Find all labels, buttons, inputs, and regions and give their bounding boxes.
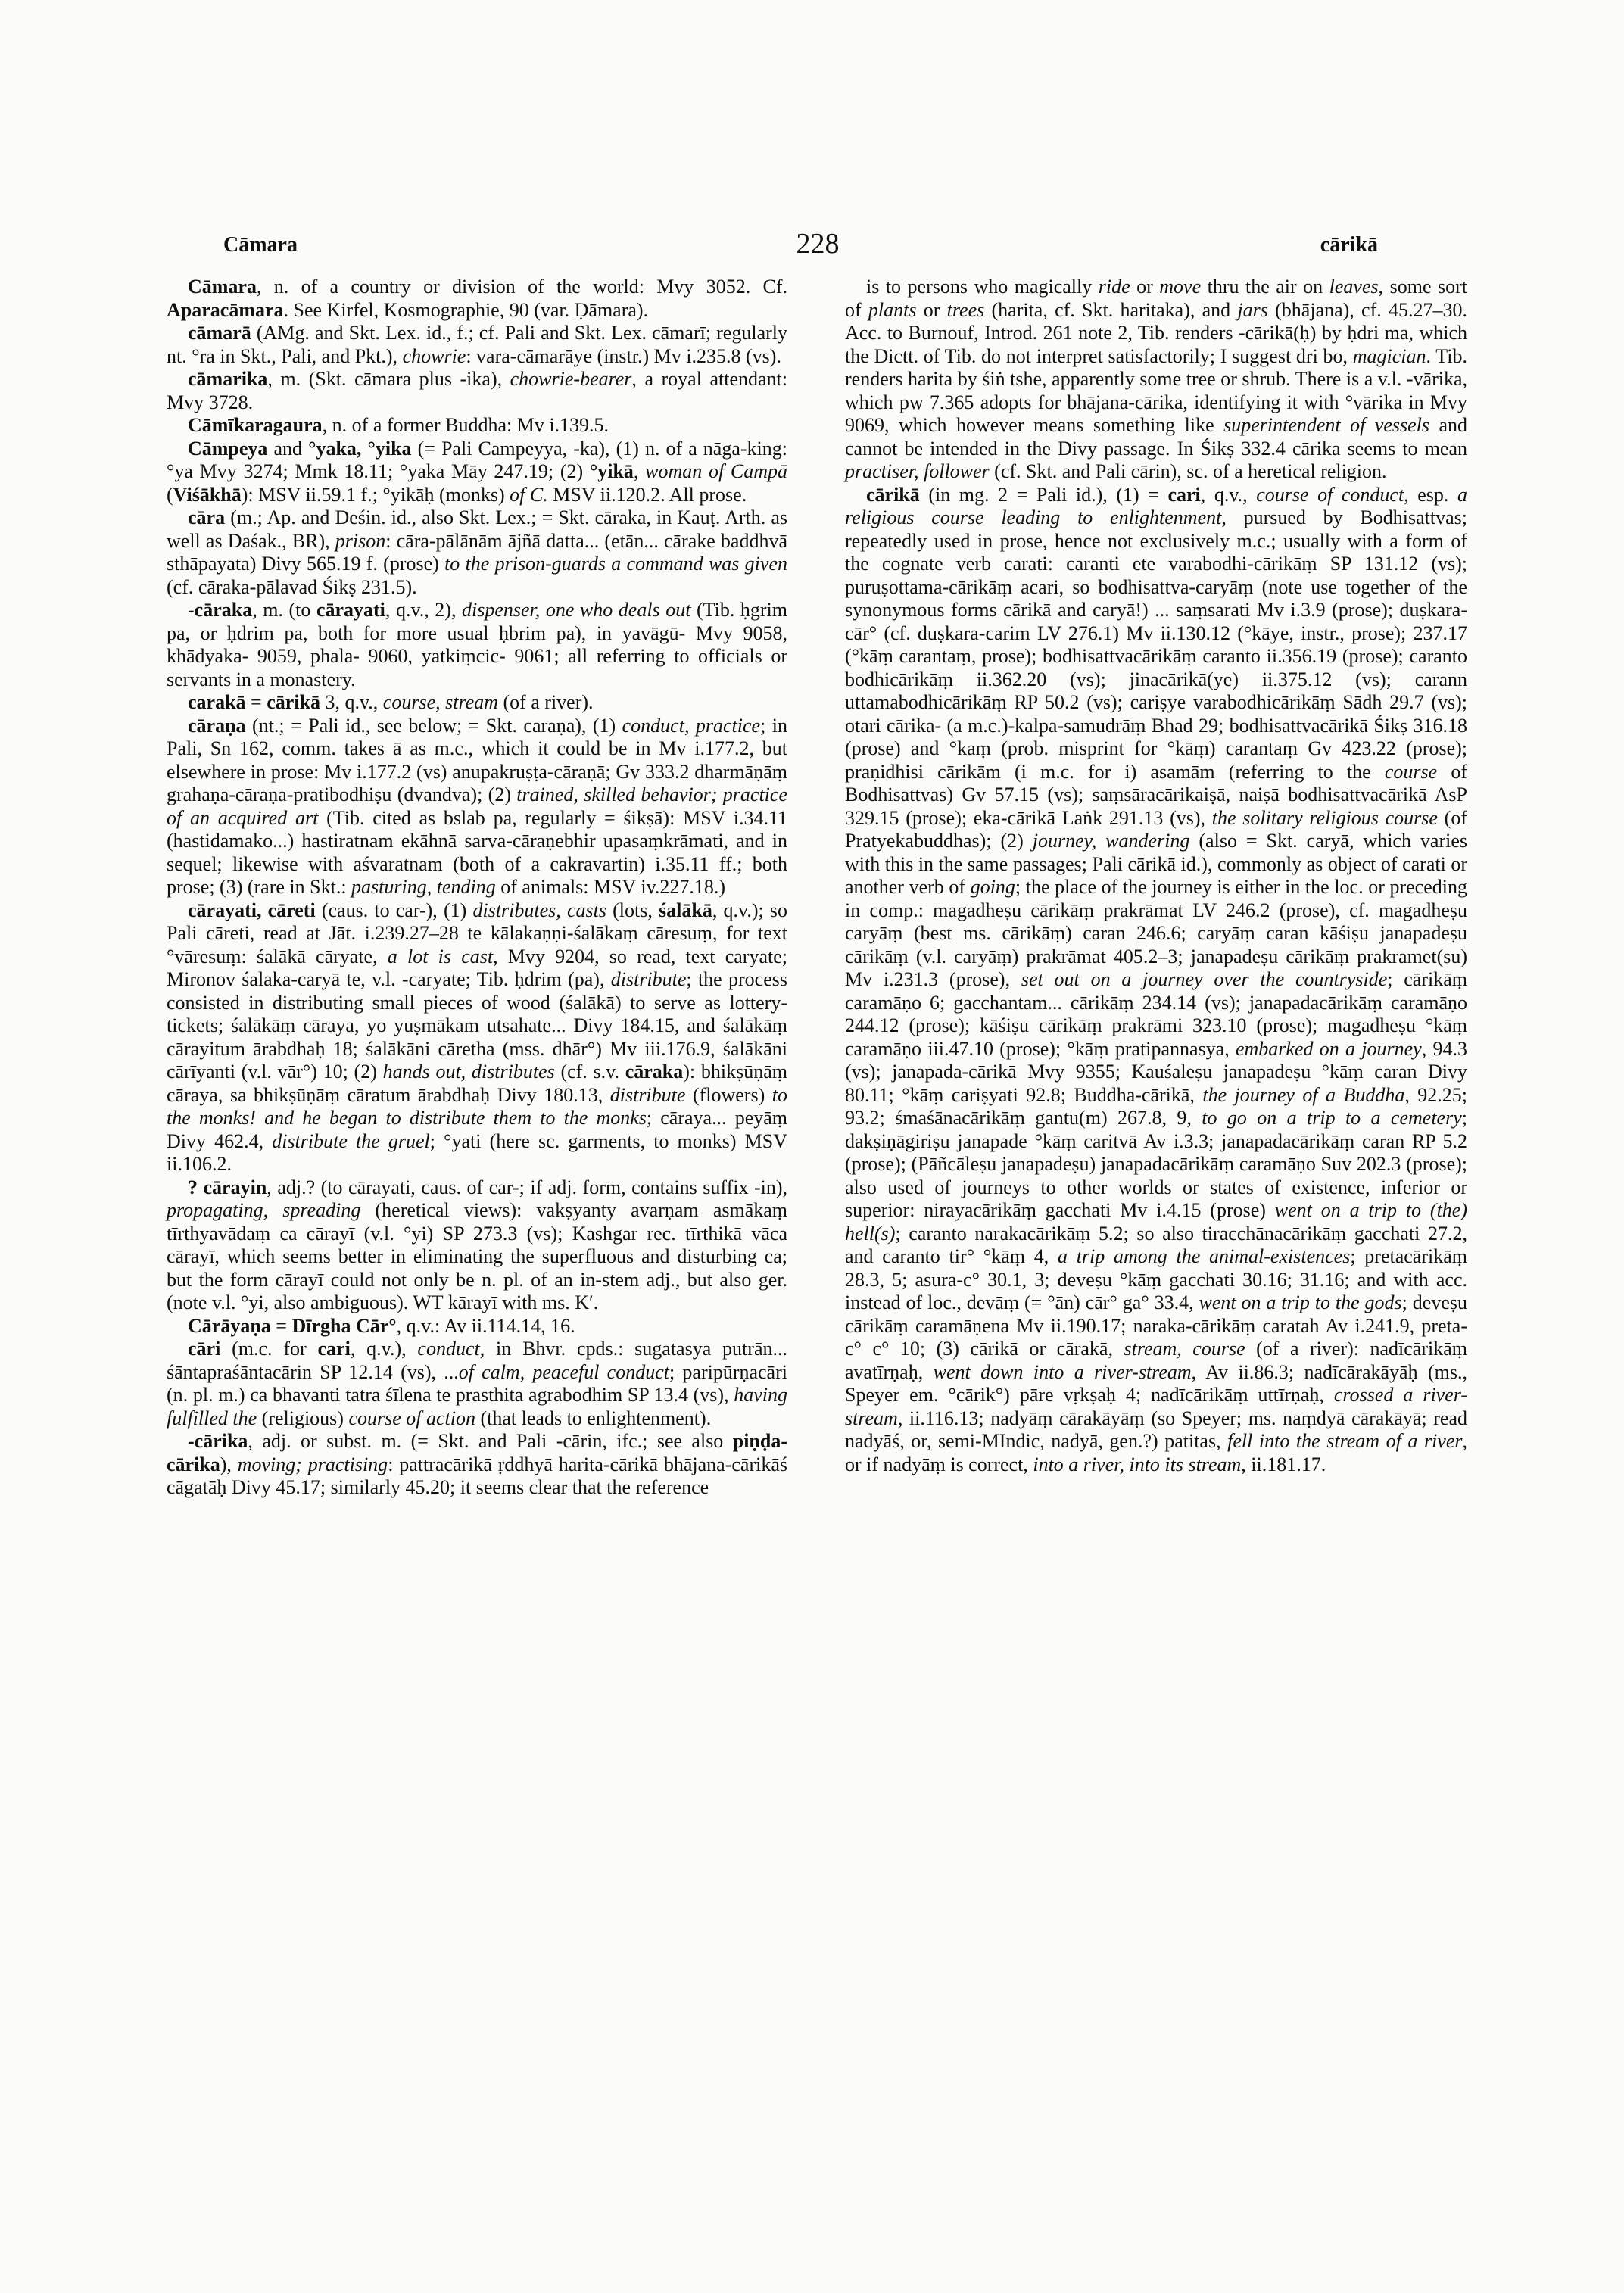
entry-text: (Tib. cited as bslab pa, regularly = śikṣā): MSV i.34.11 (hastidamako...) hastiratnam ekāhnā sarva-cāraṇebhir upasaṃkrāmati, and in sequel; likewise with aśvaratnam (both of a cakravartin) i.35.11 ff.; both prose; (3) (rare in Skt.: bbox=[167, 806, 787, 898]
entry-text: of Bodhisattvas) Gv 57.15 (vs); saṃsāracārikaiṣā, naiṣā bodhisattvacārikā AsP 329.15 (prose); eka-cārikā Laṅk 291.13 (vs), bbox=[845, 760, 1467, 829]
gloss-italic: of C. bbox=[510, 483, 548, 506]
entry-text: ; cārikāṃ caramāṇo 6; gacchantam... cārikāṃ 234.14 (vs); janapadacārikāṃ caramāṇo 244.12 (prose); kāśiṣu cārikāṃ prakrāmi 323.10 (prose); magadheṣu °kāṃ caramāṇo iii.47.10 (prose); °kāṃ pratipannasya, bbox=[845, 968, 1467, 1060]
entry-text: : vara-cāmarāye (instr.) Mv i.235.8 (vs). bbox=[466, 344, 781, 367]
entry-text: ; cāraya... peyāṃ Divy 462.4, bbox=[167, 1107, 787, 1152]
entry-text: . See Kirfel, Kosmographie, 90 (var. Ḍāmara). bbox=[283, 298, 649, 321]
entry-text: , m. (to bbox=[252, 599, 316, 621]
gloss-italic: crossed a river-stream bbox=[845, 1384, 1468, 1429]
headword: cāmarika bbox=[188, 368, 268, 390]
entry-text: : pattracārikā ṛddhyā harita-cārikā bhājana-cārikāś cāgatāḥ Divy 45.17; similarly 45.20; it seems clear that the reference bbox=[167, 1453, 787, 1498]
entry-text: , some sort of bbox=[845, 276, 1467, 321]
entry-text: , Mvy 9204, so read, text caryate; Mironov śalaka-caryā te, v.l. -caryate; Tib. ḥdrim (pa), bbox=[167, 945, 787, 990]
gloss-italic: to the monks! and he began to distribute them to the monks bbox=[167, 1083, 787, 1129]
gloss-italic: move bbox=[1159, 276, 1202, 298]
gloss-italic: hands out, distributes bbox=[382, 1061, 555, 1083]
entry-text: ; in Pali, Sn 162, comm. takes ā as m.c., which it could be in Mv i.177.2, but elsewhere in prose: Mv i.177.2 (vs) anupakruṣṭa-cāraṇā; Gv 333.2 dharmāṇāṃ grahaṇa-cāraṇa-pratibodhiṣu (dvandva); (2) bbox=[167, 714, 787, 805]
entry-text: , n. of a former Buddha: Mv i.139.5. bbox=[322, 414, 609, 436]
headword: cāraka bbox=[625, 1061, 684, 1083]
headword: -cārika bbox=[188, 1430, 248, 1452]
entry-text: ; the place of the journey is either in the loc. or preceding in comp.: magadheṣu cārikāṃ prakrāmat LV 246.2 (prose), cf. magadheṣu caryāṃ (best ms. cārikāṃ) caran 246.6; caryāṃ caran kāśiṣu janapadeṣu cārikāṃ (v.l. caryāṃ) prakrāmat 405.2–3; janapadeṣu cārikāṃ prakramet(su) Mv i.231.3 (prose), bbox=[845, 876, 1467, 990]
entry-text: : cāra-pālānām ājñā datta... (etān... cārake baddhvā sthāpayata) Divy 565.19 f. (prose) bbox=[167, 529, 788, 575]
gloss-italic: dispenser, one who deals out bbox=[462, 599, 691, 621]
entry-text: ): bhikṣūṇāṃ cāraya, sa bhikṣūṇāṃ cāratum ārabdhaḥ Divy 180.13, bbox=[167, 1061, 787, 1106]
entry-text: ; caranto narakacārikāṃ 5.2; so also tiracchānacārikāṃ gacchati 27.2, and caranto tir° °kāṃ 4, bbox=[845, 1222, 1467, 1267]
gloss-italic: magician bbox=[1352, 344, 1426, 367]
entry-text: , ii.181.17. bbox=[1241, 1453, 1326, 1475]
headword: Cāmara bbox=[188, 276, 257, 298]
entry-text: , 94.3 (vs); janapada-cārikā Mvy 9355; Kauśaleṣu janapadeṣu °kāṃ caran Divy 80.11; °kāṃ cariṣyati 92.8; Buddha-cārikā, bbox=[845, 1037, 1467, 1106]
entry-text: ( bbox=[167, 483, 173, 506]
entry-text: (cf. cāraka-pālavad Śikṣ 231.5). bbox=[167, 575, 417, 598]
entry-text: ; dakṣiṇāgiriṣu janapade °kāṃ caritvā Av i.3.3; janapadacārikāṃ caran RP 5.2 (prose); (Pāñcāleṣu janapadeṣu) janapadacārikāṃ caramāṇo Suv 202.3 (prose); also used of journeys to other worlds or states of existence, inferior or superior: nirayacārikāṃ gacchati Mv i.4.15 (prose) bbox=[845, 1107, 1467, 1221]
entry-text: (in mg. 2 = Pali id.), (1) = bbox=[919, 483, 1168, 506]
dictionary-entry bbox=[167, 715, 787, 899]
headword: cari bbox=[317, 1338, 351, 1360]
gloss-italic: went down into a river-stream bbox=[933, 1360, 1192, 1383]
dictionary-entry bbox=[167, 276, 787, 322]
page-header bbox=[167, 227, 1469, 265]
gloss-italic: chowrie-bearer bbox=[510, 368, 632, 390]
headword: cārikā bbox=[866, 483, 920, 506]
entry-text: , adj.? (to cārayati, caus. of car-; if adj. form, contains suffix -in), bbox=[267, 1176, 788, 1198]
gloss-italic: going bbox=[970, 876, 1015, 898]
entry-text: , q.v., 2), bbox=[385, 599, 463, 621]
headword: Cārāyaṇa bbox=[188, 1314, 271, 1337]
entry-text: (caus. to car-), (1) bbox=[315, 899, 473, 921]
entry-text: (also = Skt. caryā, which varies with this in the same passages; Pali cārikā id.), commonly as object of carati or another verb of bbox=[845, 830, 1467, 898]
gloss-italic: trained, skilled behavior; practice of an acquired art bbox=[167, 784, 787, 829]
entry-text: , ii.116.13; nadyāṃ cārakāyāṃ (so Speyer; ms. naṃdyā cārakāyā; read nadyāś, or, semi-MIndic, nadyā, gen.?) patitas, bbox=[845, 1407, 1467, 1452]
entry-text: (cf. Skt. and Pali cārin), sc. of a heretical religion. bbox=[989, 460, 1387, 482]
gloss-italic: pasturing, tending bbox=[351, 876, 496, 898]
headword: Cāmpeya bbox=[188, 437, 268, 460]
entry-text: (harita, cf. Skt. haritaka), and bbox=[984, 298, 1238, 321]
gloss-italic: trees bbox=[946, 298, 985, 321]
headword: cāmarā bbox=[188, 322, 251, 344]
gloss-italic: plants bbox=[868, 298, 917, 321]
dictionary-entry bbox=[167, 506, 787, 599]
dictionary-entry bbox=[167, 1315, 787, 1338]
headword: °yaka, °yika bbox=[308, 437, 412, 460]
entry-text: , bbox=[633, 460, 646, 482]
gloss-italic: stream, course bbox=[1124, 1338, 1245, 1360]
dictionary-entry bbox=[845, 484, 1467, 1477]
gloss-italic: course, stream bbox=[382, 691, 498, 713]
entry-text: (cf. s.v. bbox=[554, 1061, 625, 1083]
headword: -cāraka bbox=[188, 599, 253, 621]
gloss-italic: leaves bbox=[1329, 276, 1379, 298]
entry-text: , a royal attendant: Mvy 3728. bbox=[167, 368, 787, 413]
dictionary-entry bbox=[167, 438, 787, 507]
entry-text: (of a river). bbox=[497, 691, 594, 713]
gloss-italic: jars bbox=[1237, 298, 1268, 321]
entry-text: (religious) bbox=[257, 1407, 349, 1429]
entry-text: , 92.25; 93.2; śmaśānacārikāṃ gantu(m) 267.8, 9, bbox=[845, 1083, 1467, 1129]
entry-text: ; paripūrṇacāri (n. pl. m.) ca bhavanti tatra śīlena te prasthita agrabodhim SP 13.4 (vs), bbox=[167, 1360, 787, 1406]
entry-text: , Av ii.86.3; nadīcārakāyāḥ (ms., Speyer em. °cārik°) pāre vṛkṣaḥ 4; nadīcārikāṃ uttīrṇaḥ, bbox=[845, 1360, 1467, 1406]
gloss-italic: practiser, follower bbox=[845, 460, 990, 482]
headword: carakā bbox=[188, 691, 246, 713]
dictionary-entry bbox=[167, 1338, 787, 1430]
gloss-italic: prison bbox=[335, 529, 386, 552]
headword: cāri bbox=[188, 1338, 221, 1360]
gloss-italic: went on a trip to the gods bbox=[1199, 1291, 1402, 1313]
dictionary-entry bbox=[167, 1430, 787, 1500]
gloss-italic: moving; practising bbox=[237, 1453, 388, 1475]
gloss-italic: distribute bbox=[609, 1083, 686, 1106]
gloss-italic: went on a trip to (the) hell(s) bbox=[845, 1199, 1467, 1245]
entry-text: ; °yati (here sc. garments, to monks) MSV ii.106.2. bbox=[167, 1129, 788, 1175]
entry-text: ; deveṣu cārikāṃ caramāṇena Mv ii.190.17; naraka-cārikāṃ caratah Av i.241.9, preta-c° c° 10; (3) cārikā or cārakā, bbox=[845, 1291, 1467, 1360]
gloss-italic: fell into the stream of a river bbox=[1227, 1430, 1463, 1452]
entry-text: , in Bhvr. cpds.: sugatasya putrān... śāntapraśāntacārin SP 12.14 (vs), ... bbox=[167, 1338, 787, 1383]
gloss-italic: the solitary religious course bbox=[1211, 806, 1438, 829]
entry-text: = bbox=[245, 691, 267, 713]
entry-text: or bbox=[1130, 276, 1160, 298]
entry-text: ; the process consisted in distributing small pieces of wood (śalākā) to serve as lottery-tickets; śalākāṃ cāraya, yo yuṣmākam utsahate... Divy 184.15, and śalākāṃ cārayitum ārabdhaḥ 18; śalākāni cāretha (mss. dhār°) Mv iii.176.9, śalākāni cārīyanti (v.l. vār°) 10; (2) bbox=[167, 968, 787, 1083]
page-number: 228 bbox=[796, 228, 840, 260]
gloss-italic: distribute bbox=[610, 968, 687, 990]
gloss-italic: chowrie bbox=[402, 344, 466, 367]
headword: °yikā bbox=[589, 460, 634, 482]
entry-text: , or if nadyāṃ is correct, bbox=[845, 1430, 1467, 1475]
gloss-italic: of calm, peaceful conduct bbox=[458, 1360, 669, 1383]
headword: ? cārayin bbox=[188, 1176, 267, 1198]
headword: cārayati bbox=[316, 599, 385, 621]
gloss-italic: to the prison-guards a command was given bbox=[444, 553, 787, 575]
entry-text: , q.v.), bbox=[350, 1338, 418, 1360]
gloss-italic: distributes, casts bbox=[472, 899, 606, 921]
entry-text: , adj. or subst. m. (= Skt. and Pali -cārin, ifc.; see also bbox=[248, 1430, 733, 1452]
gloss-italic: course of action bbox=[348, 1407, 475, 1429]
entry-text: or bbox=[916, 298, 947, 321]
gloss-italic: a trip among the animal-existences bbox=[1057, 1245, 1351, 1267]
entry-text: (Tib. ḥgrim pa, or ḥdrim pa, both for more usual ḥbrim pa), in yavāgū- Mvy 9058, khādyaka- 9059, phala- 9060, yatkiṃcic- 9061; all referring to officials or servants in a monastery. bbox=[167, 599, 787, 690]
entry-text: ): MSV ii.59.1 f.; °yikāḥ (monks) bbox=[241, 483, 510, 506]
gloss-italic: to go on a trip to a cemetery bbox=[1202, 1107, 1462, 1129]
entry-text: (flowers) bbox=[685, 1083, 772, 1106]
right-running-head: cārikā bbox=[1320, 233, 1378, 257]
entry-text: ), bbox=[220, 1453, 238, 1475]
entry-text: (lots, bbox=[606, 899, 659, 921]
gloss-italic: conduct bbox=[417, 1338, 480, 1360]
gloss-italic: a lot is cast bbox=[387, 945, 494, 967]
dictionary-entry bbox=[167, 1176, 787, 1315]
headword: Aparacāmara bbox=[167, 298, 284, 321]
headword: śalākā bbox=[659, 899, 712, 921]
headword: cāraṇa bbox=[188, 714, 246, 737]
entry-text: 3, q.v., bbox=[320, 691, 383, 713]
dictionary-entry bbox=[167, 414, 787, 438]
gloss-italic: propagating, spreading bbox=[167, 1199, 361, 1221]
entry-text: is to persons who magically bbox=[866, 276, 1099, 298]
entry-text: , q.v.: Av ii.114.14, 16. bbox=[396, 1314, 575, 1337]
headword: cari bbox=[1167, 483, 1201, 506]
gloss-italic: distribute the gruel bbox=[272, 1129, 430, 1152]
dictionary-entry bbox=[167, 691, 787, 715]
dictionary-entry bbox=[167, 322, 787, 368]
gloss-italic: conduct, practice bbox=[622, 714, 761, 737]
gloss-italic: course bbox=[1384, 760, 1438, 783]
entry-text: , pursued by Bodhisattvas; repeatedly used in prose, hence not exclusively m.c.; usually with a form of the cognate verb carati: caranti ete varabodhi-cārikāṃ SP 131.12 (vs); puruṣottama-cārikāṃ acari, so bodhisattva-caryāṃ (note use together of the synonymous forms cārikā and caryā!) ... saṃsarati Mv i.3.9 (prose); duṣkara-cār° (cf. duṣkara-carim LV 276.1) Mv ii.130.12 (°kāye, instr., prose); 237.17 (°kāṃ carantaṃ, prose); bodhisattvacārikāṃ caranto ii.356.19 (prose); caranto bodhicārikāṃ ii.362.20 (vs); jinacārikā(ye) ii.375.12 (vs); carann uttamabodhicārikāṃ RP 50.2 (vs); cariṣye varabodhicārikāṃ Sādh 29.7 (vs); otari cārika- (a m.c.)-kalpa-samudrāṃ Bhad 29; bodhisattvacārikā Śikṣ 316.18 (prose) and °kaṃ (prob. misprint for °kāṃ) carantaṃ Gv 423.22 (prose); praṇidhisi cārikām (i m.c. for i) asamām (referring to the bbox=[845, 506, 1467, 783]
entry-text: = bbox=[270, 1314, 292, 1337]
entry-text: (AMg. and Skt. Lex. id., f.; cf. Pali and Skt. Lex. cāmarī; regularly nt. °ra in Skt., Pali, and Pkt.), bbox=[167, 322, 787, 367]
entry-text: , q.v.); so Pali cāreti, read at Jāt. i.239.27–28 te kālakaṇṇi-śalākaṃ cāresuṃ, for text °vāresuṃ: śalākā cāryate, bbox=[167, 899, 788, 967]
gloss-italic: woman of Campā bbox=[645, 460, 787, 482]
entry-text: MSV ii.120.2. All prose. bbox=[547, 483, 747, 506]
headword: Viśākhā bbox=[173, 483, 242, 506]
gloss-italic: having fulfilled the bbox=[167, 1384, 787, 1429]
gloss-italic: a religious course leading to enlightenment bbox=[845, 483, 1467, 528]
headword: cāra bbox=[188, 506, 226, 528]
entry-text: thru the air on bbox=[1201, 276, 1329, 298]
headword: Dīrgha Cār° bbox=[291, 1314, 397, 1337]
headword: piṇḍa-cārika bbox=[167, 1430, 787, 1475]
headword: cārayati, cāreti bbox=[188, 899, 316, 921]
headword: cārikā bbox=[267, 691, 320, 713]
entry-text: , m. (Skt. cāmara plus -ika), bbox=[267, 368, 510, 390]
gloss-italic: ride bbox=[1098, 276, 1130, 298]
entry-text: and bbox=[267, 437, 309, 460]
gloss-italic: into a river, into its stream bbox=[1033, 1453, 1242, 1475]
entry-text: (= Pali Campeyya, -ka), (1) n. of a nāga-king: °ya Mvy 3274; Mmk 18.11; °yaka Māy 247.19; (2) bbox=[167, 437, 787, 482]
entry-text: ; pretacārikāṃ 28.3, 5; asura-c° 30.1, 3; deveṣu °kāṃ gacchati 30.16; 31.16; and with acc. instead of loc., devāṃ (= °ān) cār° ga° 33.4, bbox=[845, 1245, 1467, 1313]
gloss-italic: embarked on a journey bbox=[1235, 1037, 1422, 1060]
gloss-italic: set out on a journey over the countryside bbox=[1021, 968, 1388, 990]
gloss-italic: course of conduct bbox=[1256, 483, 1404, 506]
entry-text: of animals: MSV iv.227.18.) bbox=[495, 876, 726, 898]
dictionary-entry bbox=[845, 276, 1467, 484]
entry-text: and cannot be intended in the Divy passage. In Śikṣ 332.4 cārika seems to mean bbox=[845, 414, 1468, 460]
gloss-italic: journey, wandering bbox=[1032, 830, 1190, 852]
entry-text: (nt.; = Pali id., see below; = Skt. caraṇa), (1) bbox=[245, 714, 622, 737]
left-column bbox=[167, 276, 787, 1500]
entry-text: (that leads to enlightenment). bbox=[475, 1407, 712, 1429]
entry-text: (bhājana), cf. 45.27–30. Acc. to Burnouf, Introd. 261 note 2, Tib. renders -cārikā(ḥ) by ḥdri ma, which the Dictt. of Tib. do not interpret satisfactorily; I suggest dri bo, bbox=[845, 298, 1468, 367]
entry-text: , esp. bbox=[1404, 483, 1457, 506]
entry-text: (of Pratyekabuddhas); (2) bbox=[845, 806, 1467, 852]
right-column bbox=[845, 276, 1467, 1476]
dictionary-entry bbox=[167, 368, 787, 414]
dictionary-entry bbox=[167, 599, 787, 691]
left-running-head: Cāmara bbox=[223, 233, 298, 257]
entry-text: . Tib. renders harita by śiṅ tshe, apparently some tree or shrub. There is a v.l. -vārika, which pw 7.365 adopts for bhājana-cārika, identifying it with °vārika in Mvy 9069, which however means something like bbox=[845, 344, 1467, 436]
entry-text: (m.c. for bbox=[220, 1338, 318, 1360]
entry-text: (heretical views): vakṣyanty avarṇam asmākaṃ tīrthyavādaṃ ca cārayī (v.l. °yi) SP 273.3 (vs); Kashgar rec. tīrthikā vāca cārayī, which seems better in eliminating the superfluous and disturbing ca; but the form cārayī could not only be n. pl. of an in-stem adj., but also ger. (note v.l. °yi, also ambiguous). WT kārayī with ms. K′. bbox=[167, 1199, 788, 1313]
gloss-italic: the journey of a Buddha bbox=[1202, 1083, 1405, 1106]
entry-text: (m.; Ap. and Deśin. id., also Skt. Lex.; = Skt. cāraka, in Kauṭ. Arth. as well as Daśak., BR), bbox=[167, 506, 787, 552]
dictionary-entry bbox=[167, 899, 787, 1176]
entry-text: (of a river): nadīcārikāṃ avatīrṇaḥ, bbox=[845, 1338, 1467, 1383]
entry-text: , n. of a country or division of the world: Mvy 3052. Cf. bbox=[256, 276, 787, 298]
gloss-italic: superintendent of vessels bbox=[1223, 414, 1429, 436]
entry-text: , q.v., bbox=[1200, 483, 1257, 506]
headword: Cāmīkaragaura bbox=[188, 414, 323, 436]
